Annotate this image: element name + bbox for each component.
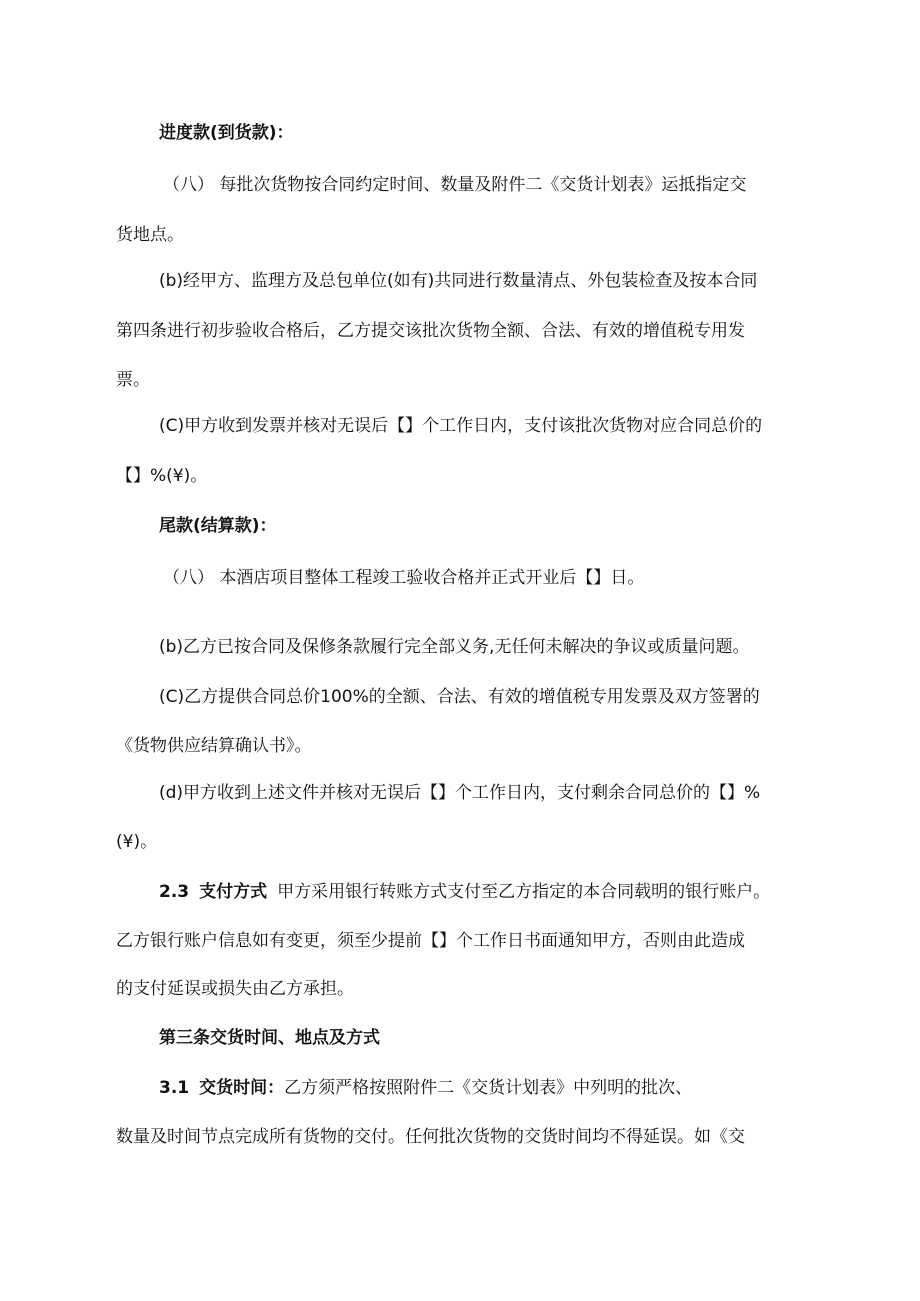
progress-clause-c-line1: (C)甲方收到发票并核对无误后【】个工作日内，支付该批次货物对应合同总价的 xyxy=(159,416,763,436)
final-payment-heading: 尾款(结算款)： xyxy=(159,516,277,536)
section-3-1-title: 交货时间： xyxy=(199,1078,285,1098)
progress-clause-a-line2: 货地点。 xyxy=(116,225,184,245)
progress-clause-b-line1: (b)经甲方、监理方及总包单位(如有)共同进行数量清点、外包装检查及按本合同 xyxy=(159,271,758,291)
section-2-3-line2: 乙方银行账户信息如有变更，须至少提前【】个工作日书面通知甲方，否则由此造成 xyxy=(116,931,745,951)
progress-payment-heading: 进度款(到货款)： xyxy=(159,123,294,143)
final-clause-d-line2: (¥)。 xyxy=(116,832,158,852)
progress-clause-b-line3: 票。 xyxy=(116,370,150,390)
progress-clause-b-line2: 第四条进行初步验收合格后，乙方提交该批次货物全额、合法、有效的增值税专用发 xyxy=(116,321,745,341)
section-3-1-line1 xyxy=(159,1075,810,1101)
section-3-1-text: 乙方须严格按照附件二《交货计划表》中列明的批次、 xyxy=(284,1078,693,1098)
final-clause-d-line1: (d)甲方收到上述文件并核对无误后【】个工作日内，支付剩余合同总价的【】% xyxy=(159,783,761,803)
final-clause-a-line1: （八） 本酒店项目整体工程竣工验收合格并正式开业后【】日。 xyxy=(163,568,645,588)
section-2-3-number: 2.3 xyxy=(159,882,190,902)
final-clause-b-line1: (b)乙方已按合同及保修条款履行完全部义务,无任何未解决的争议或质量问题。 xyxy=(159,637,750,657)
progress-clause-c-line2: 【】%(¥)。 xyxy=(116,466,208,486)
final-clause-c-line2: 《货物供应结算确认书》。 xyxy=(116,736,312,756)
progress-clause-a-line1: （八） 每批次货物按合同约定时间、数量及附件二《交货计划表》运抵指定交 xyxy=(163,175,747,195)
section-3-1-number: 3.1 xyxy=(159,1078,190,1098)
final-clause-c-line1: (C)乙方提供合同总价100%的全额、合法、有效的增值税专用发票及双方签署的 xyxy=(159,687,760,707)
section-3-1-line2: 数量及时间节点完成所有货物的交付。任何批次货物的交货时间均不得延误。如《交 xyxy=(116,1127,745,1147)
section-2-3-text: 甲方采用银行转账方式支付至乙方指定的本合同载明的银行账户。 xyxy=(277,882,771,902)
section-2-3-line3: 的支付延误或损失由乙方承担。 xyxy=(116,979,354,999)
article-3-heading: 第三条交货时间、地点及方式 xyxy=(159,1028,380,1048)
section-2-3-line1 xyxy=(159,879,810,905)
section-2-3-title: 支付方式 xyxy=(199,882,268,902)
